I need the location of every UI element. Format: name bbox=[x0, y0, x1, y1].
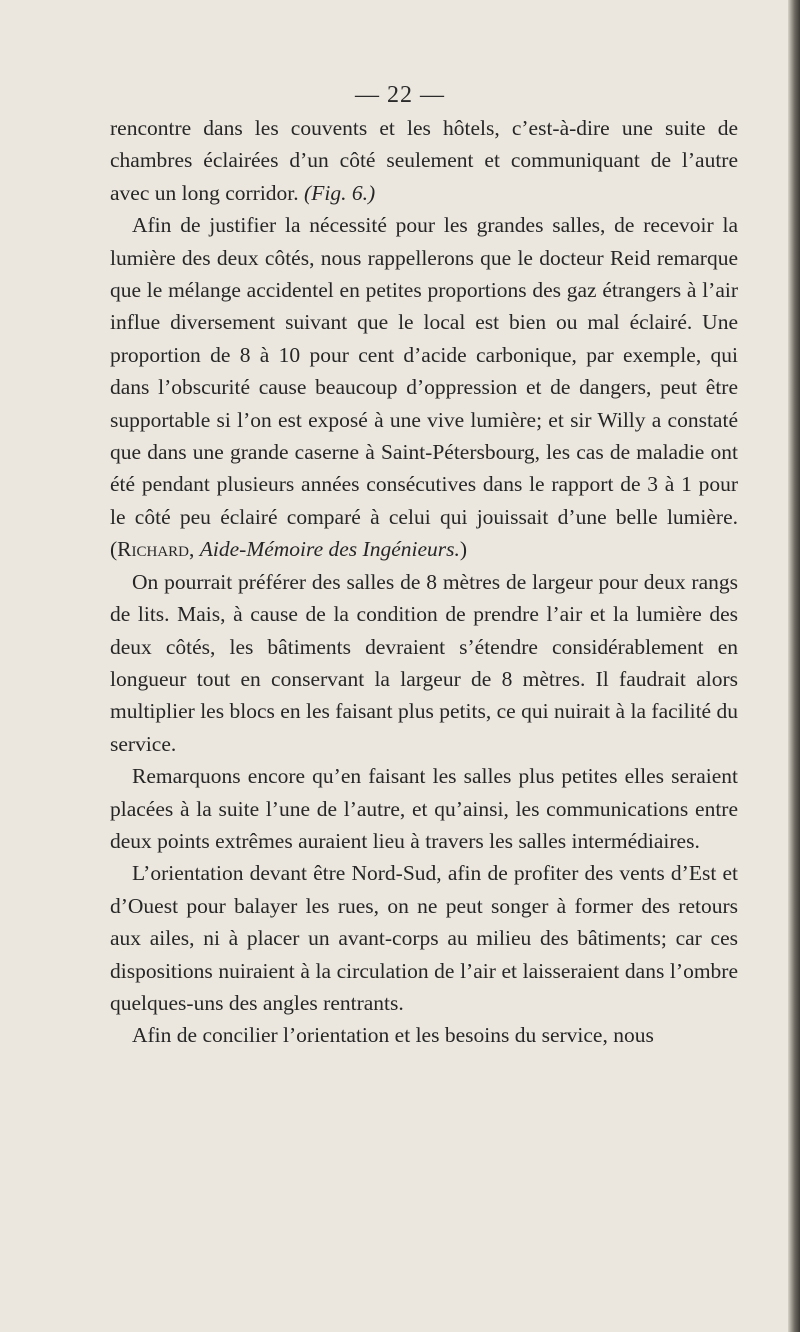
page-binding-edge bbox=[788, 0, 800, 1332]
citation-title: Aide-Mémoire des Ingénieurs. bbox=[199, 537, 460, 562]
paragraph-3: On pourrait préférer des salles de 8 mètres de largeur pour deux rangs de lits. Mais, à cause de la condition de prendre l’air et la lumière des deux côtés, les bâtiments devraient s’étendre considérablement en longueur tout en conservant la largeur de 8 mètres. Il faudrait alors multiplier les blocs en les faisant plus petits, ce qui nuirait à la facilité du service. bbox=[110, 569, 738, 756]
paragraph-5: L’orientation devant être Nord-Sud, afin de profiter des vents d’Est et d’Ouest pour balayer les rues, on ne peut songer à former des retours aux ailes, ni à placer un avant-corps au milieu des bâtiments; car ces dispositions nuiraient à la circulation de l’air et laisseraient dans l’ombre quelques-uns des angles rentrants. bbox=[110, 861, 738, 1015]
paragraph-2-text: Afin de justifier la nécessité pour les grandes salles, de recevoir la lumière des deux côtés, nous rappellerons que le docteur Reid remarque que le mélange accidentel en petites proportions des gaz étrangers à l’air influe diversement suivant que le local est bien ou mal éclairé. Une proportion de 8 à 10 pour cent d’acide carbonique, par exemple, qui dans l’obscurité cause beaucoup d’oppression et de dangers, peut être supportable si l’on est exposé à une vive lumière; et sir Willy a constaté que dans une grande caserne à Saint-Pétersbourg, les cas de maladie ont été pendant plusieurs années consécutives dans le rapport de 3 à 1 pour le côté peu éclairé comparé à celui qui jouissait d’une belle lumière. bbox=[110, 213, 738, 529]
paragraph-4: Remarquons encore qu’en faisant les salles plus petites elles seraient placées à la suite l’une de l’autre, et qu’ainsi, les communications entre deux points extrêmes auraient lieu à travers les salles intermédiaires. bbox=[110, 764, 738, 853]
body-text bbox=[110, 112, 738, 1052]
page-number: — 22 — bbox=[355, 82, 445, 108]
paragraph-2: Afin de justifier la nécessité pour les grandes salles, de recevoir la lumière des deux côtés, nous rappellerons que le docteur Reid remarque que le mélange accidentel en petites proportions des gaz étrangers à l’air influe diversement suivant que le local est bien ou mal éclairé. Une proportion de 8 à 10 pour cent d’acide carbonique, par exemple, qui dans l’obscurité cause beaucoup d’oppression et de dangers, peut être supportable si l’on est exposé à une vive lumière; et sir Willy a constaté que dans une grande caserne à Saint-Pétersbourg, les cas de maladie ont été pendant plusieurs années consécutives dans le rapport de 3 à 1 pour le côté peu éclairé comparé à celui qui jouissait d’une belle lumière. (Richard, Aide-Mémoire des Ingénieurs.) bbox=[110, 213, 738, 562]
paragraph-1 bbox=[110, 112, 738, 209]
citation-author: Richard, bbox=[117, 537, 195, 562]
figure-reference: (Fig. 6.) bbox=[304, 180, 376, 205]
paragraph-1-text: rencontre dans les couvents et les hôtels, c’est-à-dire une suite de chambres éclairées d’un côté seulement et communiquant de l’autre avec un long corridor. bbox=[110, 116, 738, 205]
paragraph-6: Afin de concilier l’orientation et les besoins du service, nous bbox=[132, 1023, 654, 1048]
